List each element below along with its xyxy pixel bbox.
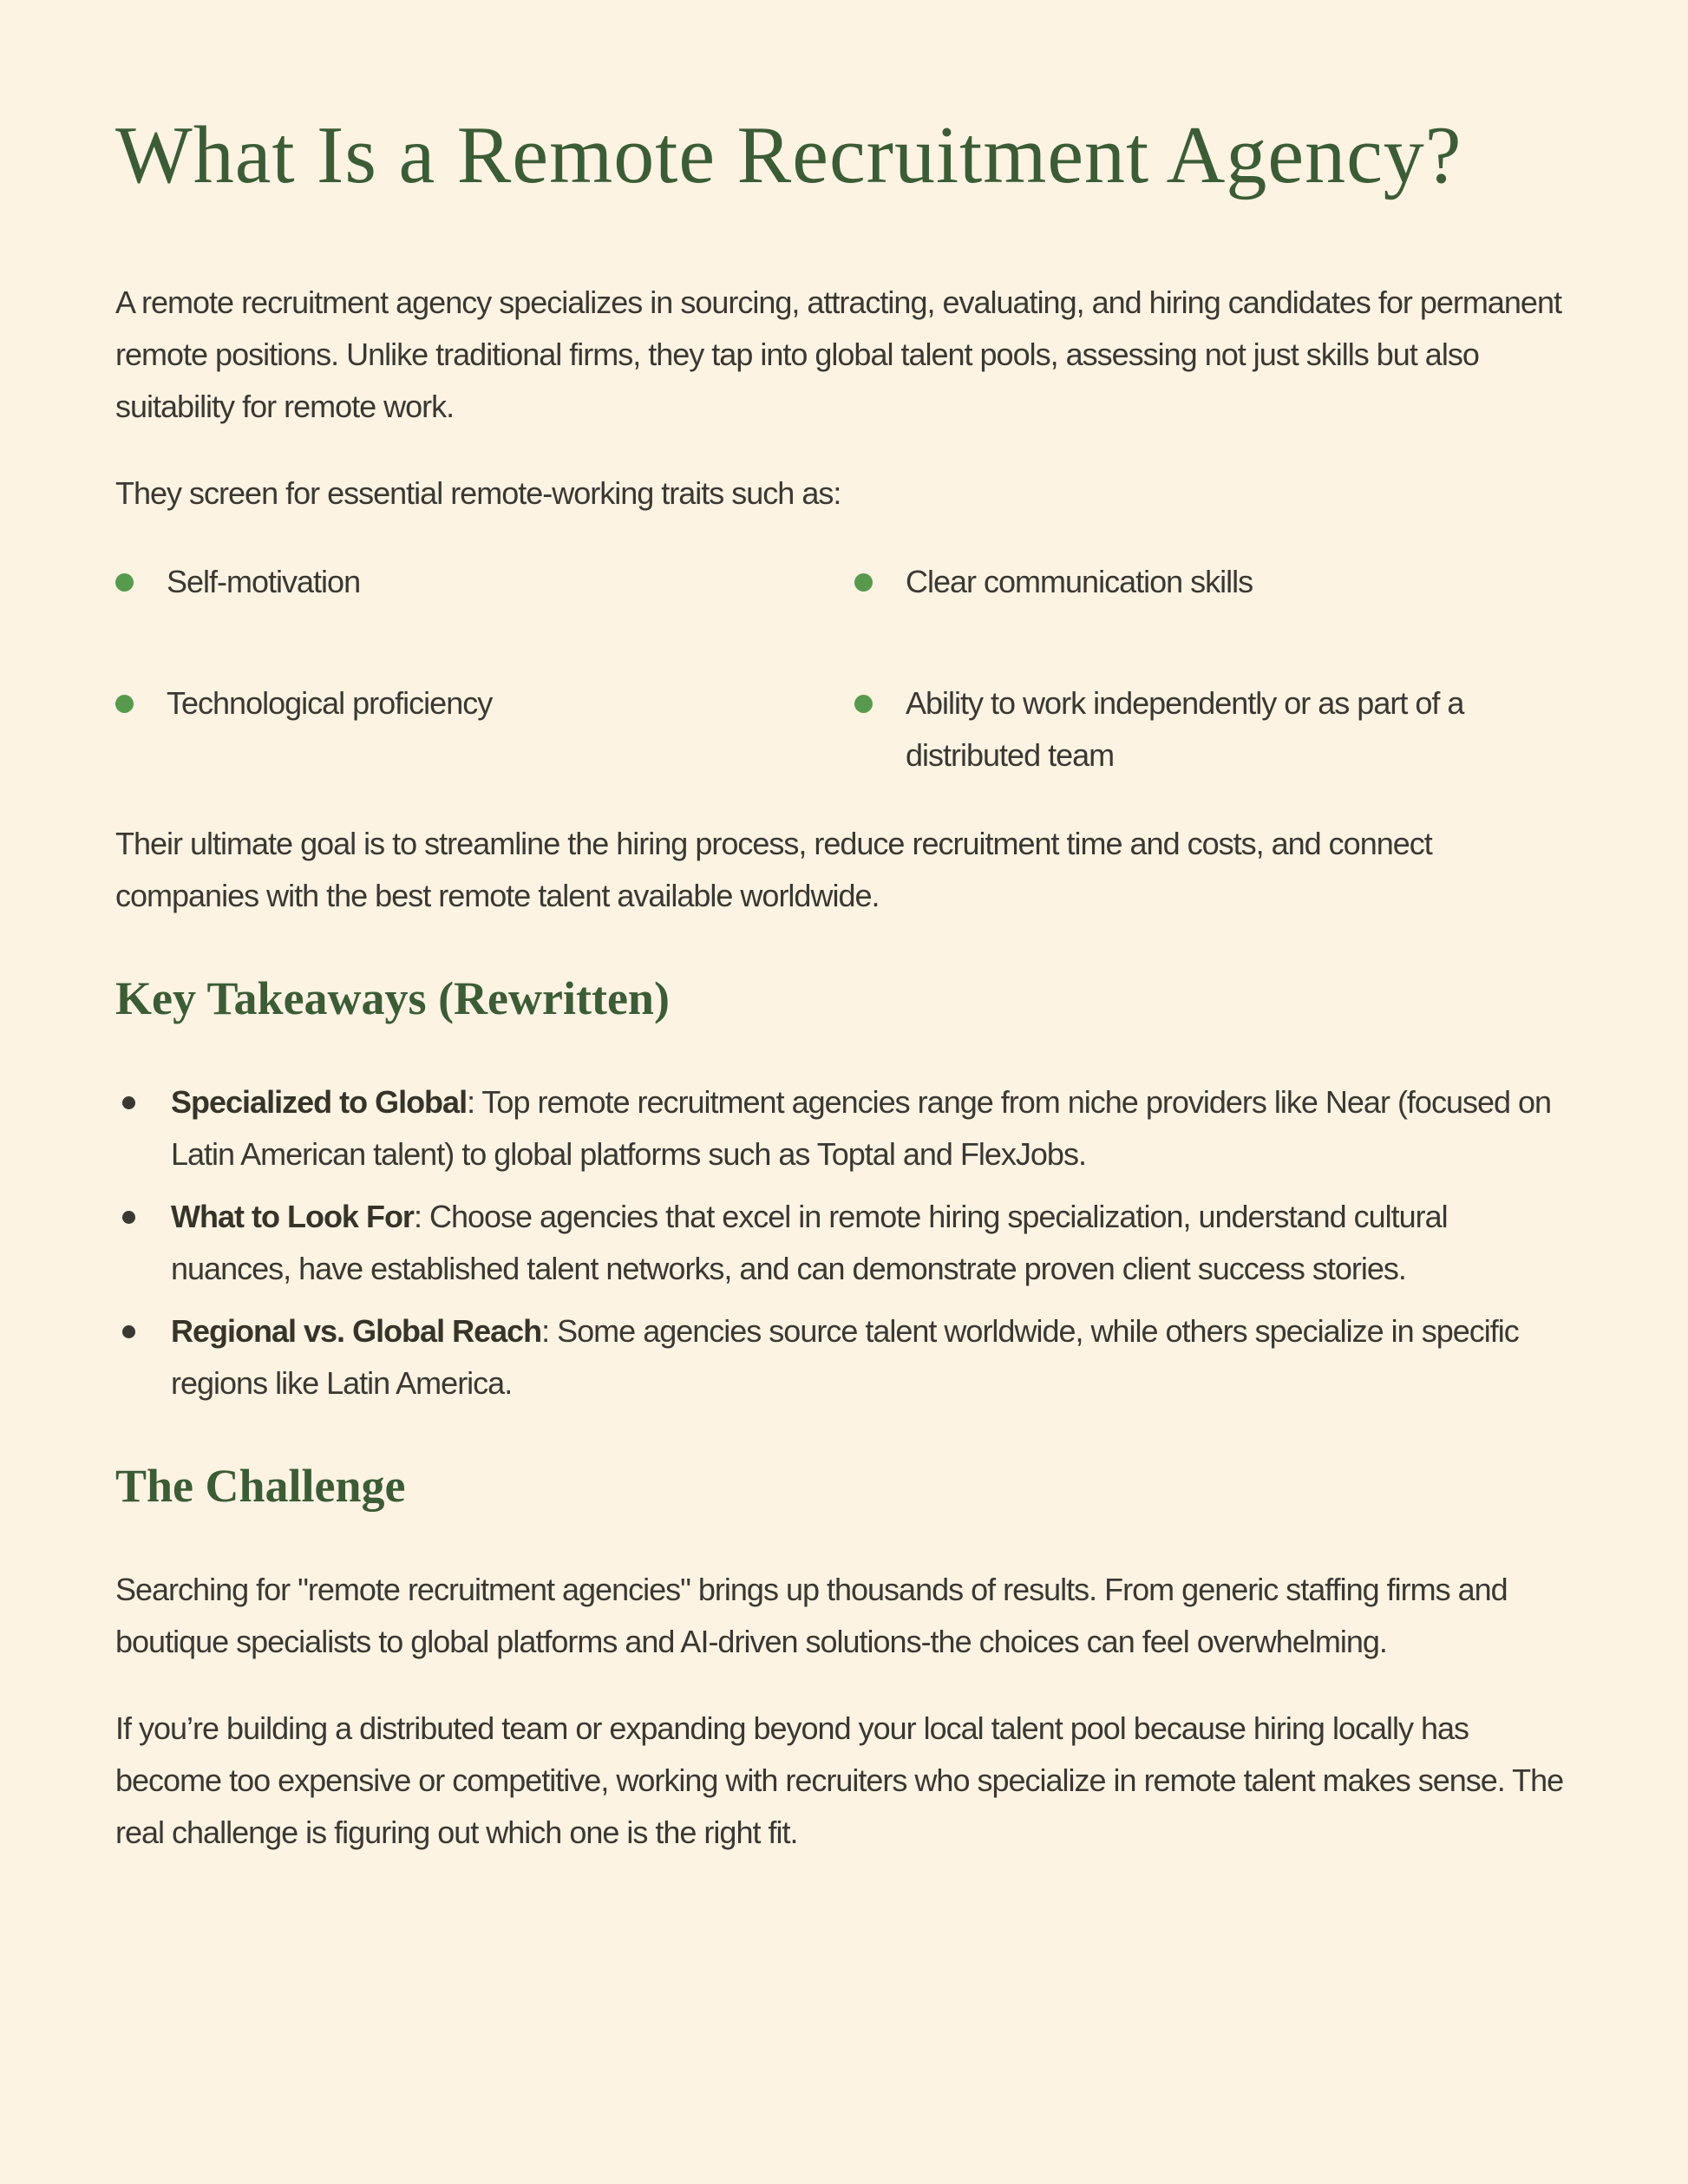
- list-item: [115, 556, 834, 608]
- key-takeaways-list: [115, 1076, 1573, 1409]
- list-item: [854, 677, 1573, 781]
- bullet-icon: [854, 695, 873, 713]
- traits-list: [115, 556, 1573, 781]
- bullet-icon: [115, 573, 134, 592]
- takeaway-lead: Specialized to Global: [171, 1084, 468, 1120]
- takeaway-lead: Regional vs. Global Reach: [171, 1313, 542, 1349]
- bullet-icon: [115, 695, 134, 713]
- traits-lead-in: They screen for essential remote-working traits such as:: [115, 475, 841, 511]
- page-title: What Is a Remote Recruitment Agency?: [115, 110, 1462, 200]
- list-item: [115, 1305, 1573, 1409]
- trait-label: Clear communication skills: [906, 564, 1253, 599]
- key-takeaways-heading: Key Takeaways (Rewritten): [115, 972, 670, 1024]
- challenge-paragraph-1: Searching for "remote recruitment agencies" brings up thousands of results. From generic staffing firms and boutique specialists to global platforms and AI-driven solutions-the choices can feel overwhelming.: [115, 1572, 1508, 1659]
- goal-paragraph: Their ultimate goal is to streamline the hiring process, reduce recruitment time and costs, and connect companies with the best remote talent available worldwide.: [115, 826, 1432, 913]
- takeaway-text: : Some agencies source talent worldwide, while others specialize in specific regions like Latin America.: [171, 1313, 1519, 1401]
- bullet-icon: [854, 573, 873, 592]
- challenge-paragraph-2: If you’re building a distributed team or expanding beyond your local talent pool because hiring locally has become too expensive or competitive, working with recruiters who specialize in remote talent makes sense. The real challenge is figuring out which one is the right fit.: [115, 1710, 1564, 1850]
- takeaway-text: : Choose agencies that excel in remote hiring specialization, understand cultural nuances, have established talent networks, and can demonstrate proven client success stories.: [171, 1199, 1448, 1286]
- trait-label: Self-motivation: [167, 564, 361, 599]
- list-item: [115, 1076, 1573, 1180]
- trait-label: Ability to work independently or as part of a distributed team: [906, 685, 1464, 773]
- challenge-heading: The Challenge: [115, 1460, 406, 1512]
- list-item: [115, 677, 834, 781]
- takeaway-text: : Top remote recruitment agencies range from niche providers like Near (focused on Latin American talent) to global platforms such as Toptal and FlexJobs.: [171, 1084, 1552, 1172]
- bullet-icon: [122, 1211, 135, 1224]
- bullet-icon: [122, 1325, 135, 1338]
- trait-label: Technological proficiency: [167, 685, 493, 721]
- list-item: [854, 556, 1573, 608]
- intro-paragraph: A remote recruitment agency specializes in sourcing, attracting, evaluating, and hiring candidates for permanent remote positions. Unlike traditional firms, they tap into global talent pools, assessing not just skills but also suitability for remote work.: [115, 284, 1561, 424]
- list-item: [115, 1191, 1573, 1295]
- bullet-icon: [122, 1096, 135, 1109]
- takeaway-lead: What to Look For: [171, 1199, 414, 1234]
